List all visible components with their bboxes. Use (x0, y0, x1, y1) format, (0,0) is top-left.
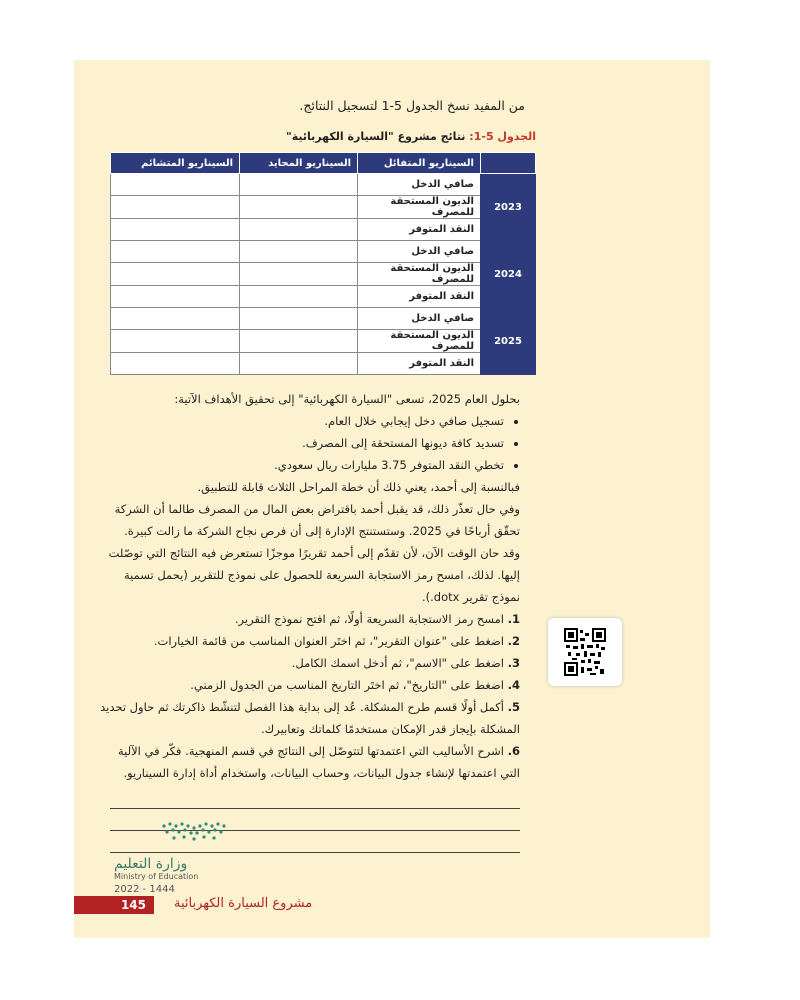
step-number: 3. (507, 656, 520, 670)
ministry-logo-icon (154, 816, 354, 846)
step-number: 5. (507, 700, 520, 714)
empty-cell (240, 353, 358, 375)
table-row (111, 219, 536, 241)
empty-cell (240, 263, 358, 286)
year-cell: 2025 (481, 308, 536, 375)
year-cell: 2024 (481, 241, 536, 308)
row-label: النقد المتوفر (358, 219, 481, 241)
results-table (110, 152, 536, 375)
step-text: اضغط على "الاسم"، ثم أدخل اسمك الكامل. (291, 656, 504, 670)
step-item (100, 740, 520, 784)
row-label: صافي الدخل (358, 174, 481, 196)
table-row (111, 196, 536, 219)
goal-item: • تسديد كافة ديونها المستحقة إلى المصرف. (100, 432, 504, 454)
empty-cell (240, 241, 358, 263)
empty-cell (111, 174, 240, 196)
table-caption (286, 130, 536, 143)
empty-cell (240, 308, 358, 330)
empty-cell (240, 219, 358, 241)
row-label: صافي الدخل (358, 241, 481, 263)
empty-cell (111, 241, 240, 263)
row-label: الديون المستحقة للمصرف (358, 196, 481, 219)
goal-item: • تخطي النقد المتوفر 3.75 مليارات ريال سعودي. (100, 454, 504, 476)
table-row (111, 263, 536, 286)
qr-code-icon (564, 628, 606, 676)
table-row (111, 308, 536, 330)
page (74, 60, 710, 938)
footer-title: مشروع السيارة الكهربائية (174, 896, 313, 911)
table-row (111, 174, 536, 196)
empty-cell (111, 330, 240, 353)
step-item (100, 674, 520, 696)
row-label: صافي الدخل (358, 308, 481, 330)
empty-cell (111, 308, 240, 330)
empty-cell (111, 219, 240, 241)
step-number: 2. (507, 634, 520, 648)
step-text: أكمل أولًا قسم طرح المشكلة. عُد إلى بداية هذا الفصل لتنشّط ذاكرتك ثم حاول تحديد المشكلة بإيجاز قدر الإمكان مستخدمًا كلماتك وتعابيرك. (100, 700, 520, 736)
header-optimistic: السيناريو المتفائل (358, 153, 481, 174)
qr-code-card[interactable] (548, 618, 622, 686)
divider (110, 852, 520, 853)
paragraph-2: وفي حال تعذّر ذلك، قد يقبل أحمد باقتراض بعض المال من المصرف طالما أن الشركة تحقّق أرباحًا في 2025. وستستنتج الإدارة إلى أن فرص نجاح الشركة ما زالت كبيرة. (114, 502, 520, 538)
empty-cell (111, 196, 240, 219)
caption-title: نتائج مشروع "السيارة الكهربائية" (285, 130, 466, 143)
empty-cell (240, 174, 358, 196)
empty-cell (240, 286, 358, 308)
page-number: 145 (74, 896, 154, 914)
year-cell: 2023 (481, 174, 536, 241)
step-item (100, 696, 520, 740)
step-item (100, 630, 520, 652)
empty-cell (240, 196, 358, 219)
goals-lead: بحلول العام 2025، تسعى "السيارة الكهربائية" إلى تحقيق الأهداف الآتية: (174, 392, 520, 406)
empty-cell (240, 330, 358, 353)
edition-year: 2022 - 1444 (114, 884, 175, 895)
paragraph-3: وقد حان الوقت الآن، لأن تقدّم إلى أحمد تقريرًا موجزًا تستعرض فيه النتائج التي توصّلت إليها. لذلك، امسح رمز الاستجابة السريعة للحصول على نموذج للتقرير (يحمل تسمية نموذج تقرير dotx.). (108, 546, 520, 604)
intro-text: من المفيد نسخ الجدول 5-1 لتسجيل النتائج. (299, 98, 525, 113)
goal-item: • تسجيل صافي دخل إيجابي خلال العام. (100, 410, 504, 432)
step-text: اضغط على "عنوان التقرير"، ثم اختَر العنوان المناسب من قائمة الخيارات. (153, 634, 504, 648)
divider (110, 808, 520, 809)
table-row (111, 241, 536, 263)
table-header-row (111, 153, 536, 174)
step-number: 6. (507, 744, 520, 758)
paragraph-1: فبالنسبة إلى أحمد، يعني ذلك أن خطة المراحل الثلاث قابلة للتطبيق. (197, 480, 520, 494)
step-text: امسح رمز الاستجابة السريعة أولًا، ثم افتح نموذج التقرير. (234, 612, 504, 626)
step-text: اضغط على "التاريخ"، ثم اختَر التاريخ المناسب من الجدول الزمني. (190, 678, 504, 692)
row-label: النقد المتوفر (358, 353, 481, 375)
header-corner (481, 153, 536, 174)
step-number: 4. (507, 678, 520, 692)
table-row (111, 353, 536, 375)
header-neutral: السيناريو المحايد (240, 153, 358, 174)
step-number: 1. (507, 612, 520, 626)
step-item (100, 652, 520, 674)
caption-number: الجدول 5-1: (469, 130, 536, 143)
step-item (100, 608, 520, 630)
table-row (111, 286, 536, 308)
ministry-name-en: Ministry of Education (114, 872, 199, 881)
body-text (100, 388, 520, 784)
empty-cell (111, 286, 240, 308)
step-text: اشرح الأساليب التي اعتمدتها لتتوصّل إلى النتائج في قسم المنهجية. فكّر في الآلية التي اعتمدتها لإنشاء جدول البيانات، وحساب البيانات، واستخدام أداة إدارة السيناريو. (117, 744, 520, 780)
empty-cell (111, 353, 240, 375)
goals-list (100, 410, 520, 476)
ministry-name-ar: وزارة التعليم (114, 856, 188, 872)
row-label: الديون المستحقة للمصرف (358, 330, 481, 353)
row-label: الديون المستحقة للمصرف (358, 263, 481, 286)
row-label: النقد المتوفر (358, 286, 481, 308)
header-pessimistic: السيناريو المتشائم (111, 153, 240, 174)
empty-cell (111, 263, 240, 286)
table-row (111, 330, 536, 353)
